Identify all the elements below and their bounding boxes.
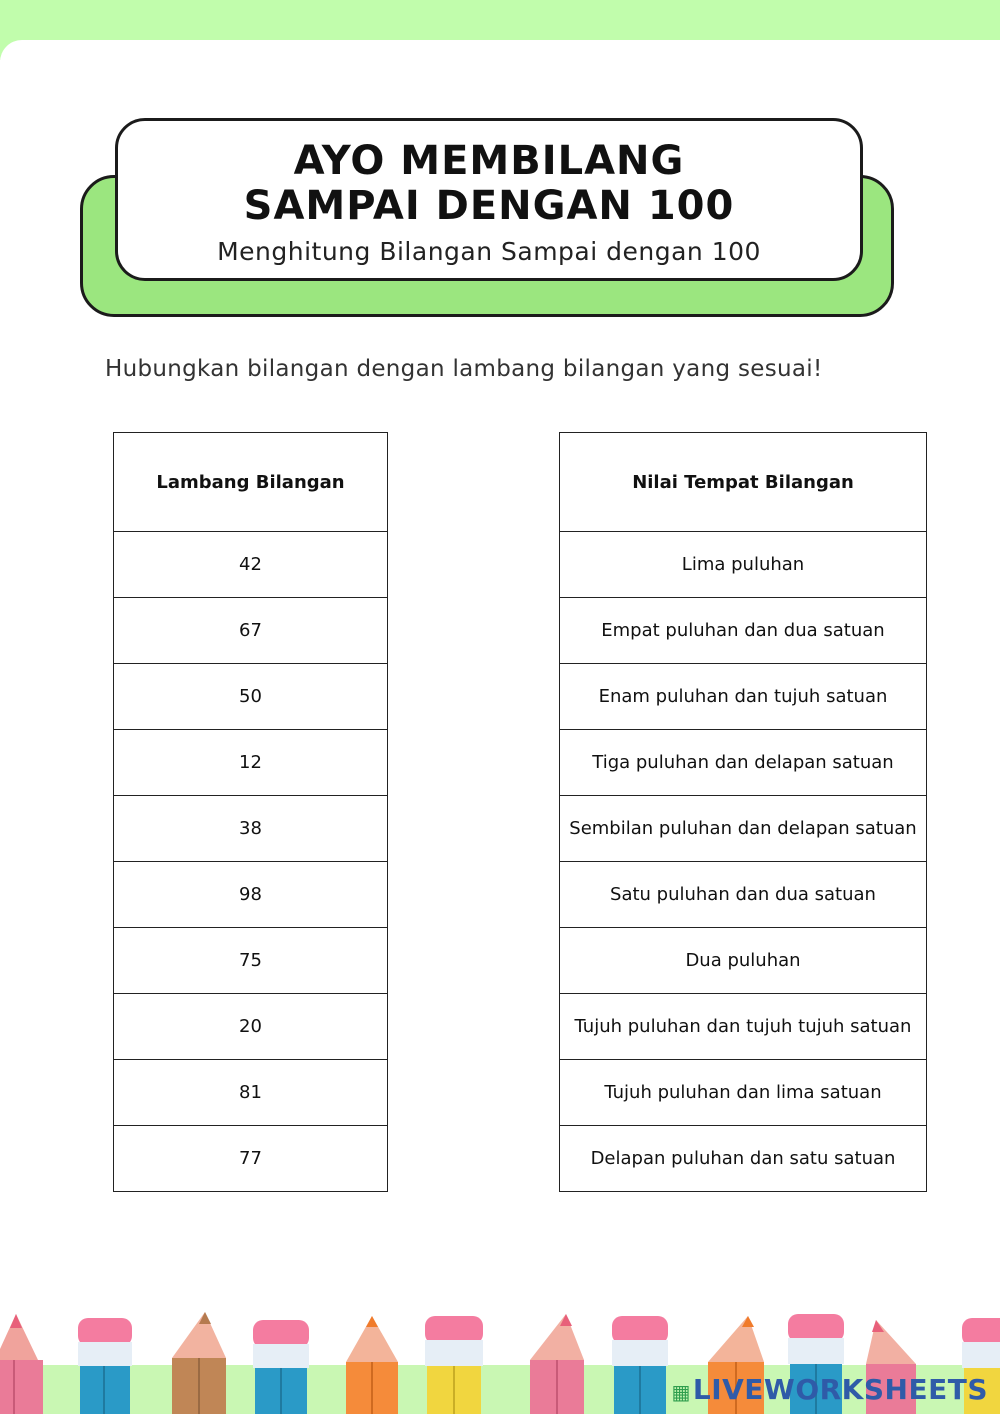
number-cell[interactable]: 75 [114,928,388,994]
number-cell[interactable]: 50 [114,664,388,730]
pencil-icon [0,1314,43,1414]
place-value-cell[interactable]: Tujuh puluhan dan lima satuan [560,1060,927,1126]
liveworksheets-logo[interactable] [671,1373,988,1406]
pencil-icon [425,1316,483,1414]
title-card [115,118,863,281]
nilai-tempat-table [559,432,927,1192]
number-cell[interactable]: 38 [114,796,388,862]
instruction-text: Hubungkan bilangan dengan lambang bilangan yang sesuai! [105,356,823,382]
pencil-icon [78,1318,132,1414]
top-band-curve [0,40,1000,80]
place-value-cell[interactable]: Delapan puluhan dan satu satuan [560,1126,927,1192]
page-title-line-1: AYO MEMBILANG [293,138,685,184]
pencil-icon [172,1312,226,1414]
liveworksheets-mark-icon: ▦ [671,1380,691,1404]
place-value-cell[interactable]: Empat puluhan dan dua satuan [560,598,927,664]
page-title-line-2: SAMPAI DENGAN 100 [243,183,735,229]
place-value-cell[interactable]: Dua puluhan [560,928,927,994]
lambang-bilangan-table [113,432,388,1192]
number-cell[interactable]: 81 [114,1060,388,1126]
number-cell[interactable]: 12 [114,730,388,796]
number-cell[interactable]: 98 [114,862,388,928]
pencil-icon [253,1320,309,1414]
lambang-bilangan-header: Lambang Bilangan [114,433,388,532]
number-cell[interactable]: 67 [114,598,388,664]
logo-text: LIVEWORKSHEETS [692,1373,988,1406]
number-cell[interactable]: 77 [114,1126,388,1192]
pencil-icon [530,1314,584,1414]
place-value-cell[interactable]: Satu puluhan dan dua satuan [560,862,927,928]
place-value-cell[interactable]: Tujuh puluhan dan tujuh tujuh satuan [560,994,927,1060]
number-cell[interactable]: 20 [114,994,388,1060]
place-value-cell[interactable]: Enam puluhan dan tujuh satuan [560,664,927,730]
nilai-tempat-header: Nilai Tempat Bilangan [560,433,927,532]
page-subtitle: Menghitung Bilangan Sampai dengan 100 [217,237,761,266]
place-value-cell[interactable]: Tiga puluhan dan delapan satuan [560,730,927,796]
place-value-cell[interactable]: Sembilan puluhan dan delapan satuan [560,796,927,862]
pencil-icon [612,1316,668,1414]
number-cell[interactable]: 42 [114,532,388,598]
pencil-icon [346,1316,398,1414]
place-value-cell[interactable]: Lima puluhan [560,532,927,598]
